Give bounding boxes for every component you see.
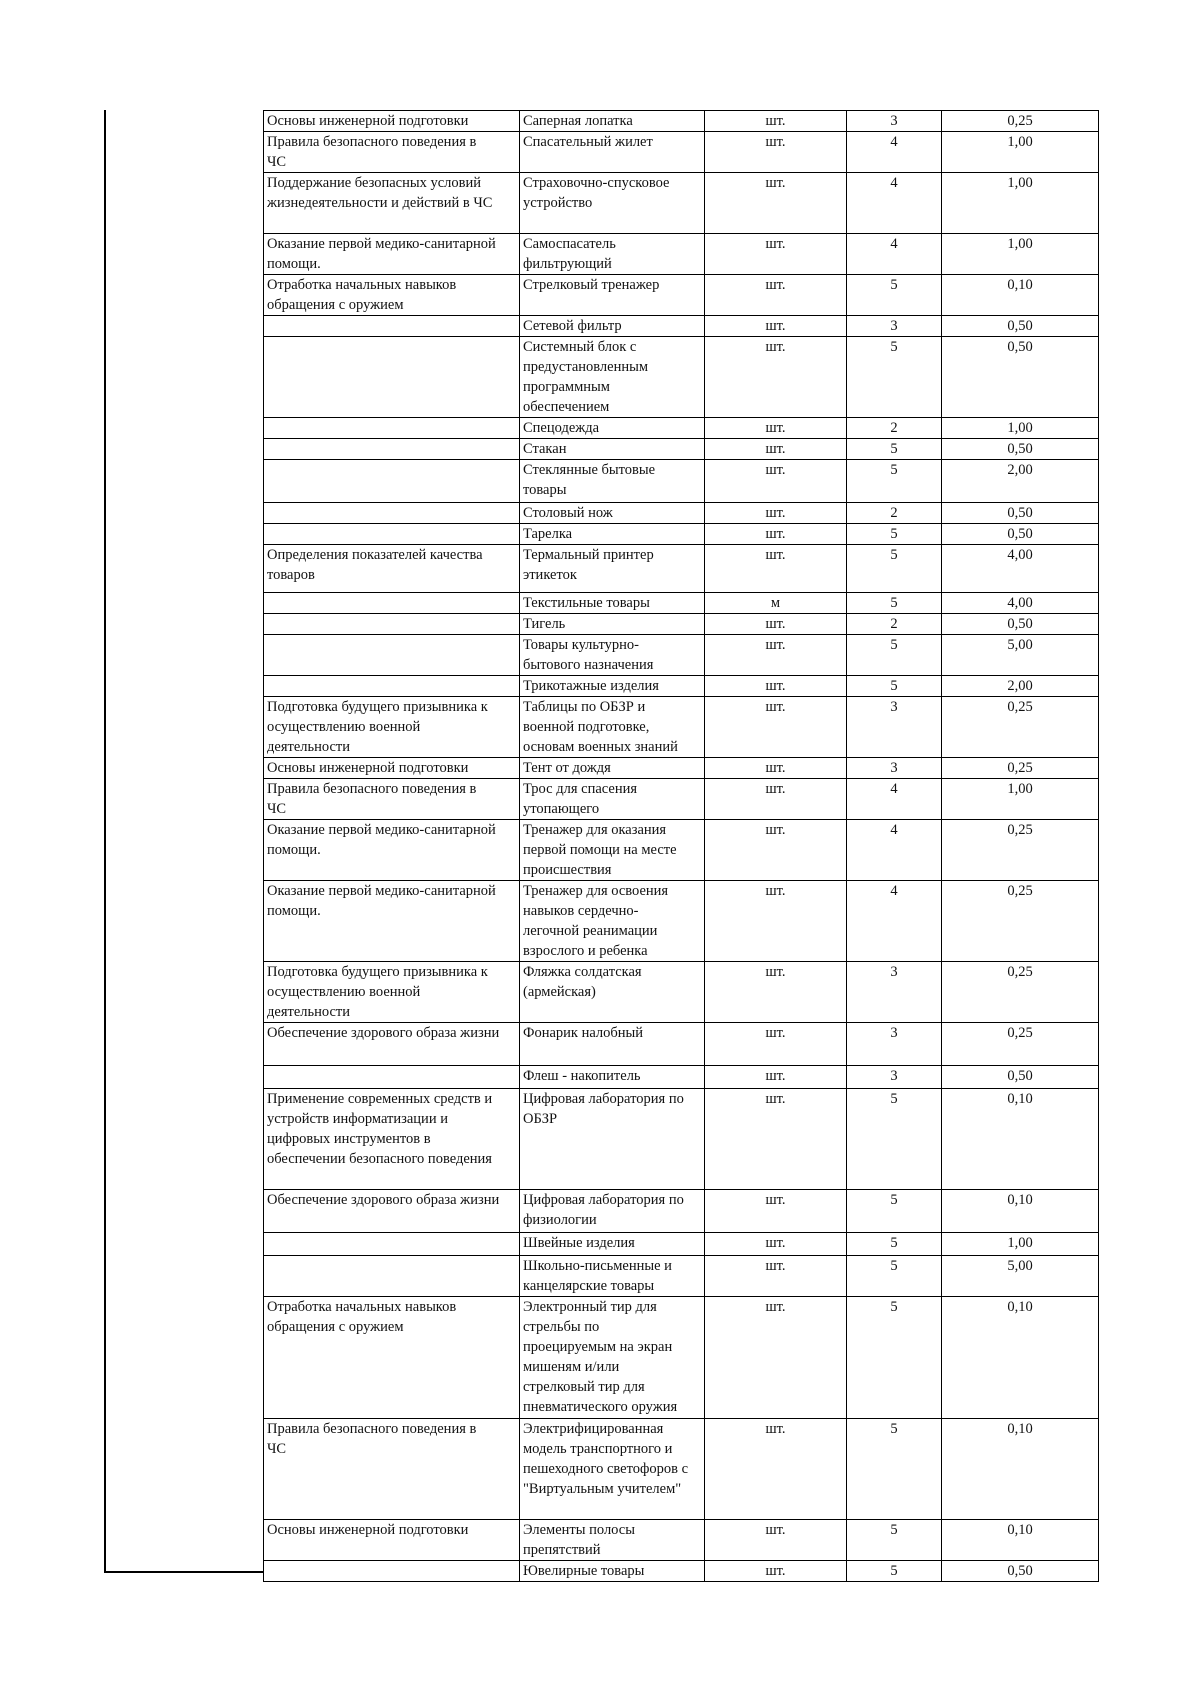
value-cell: 1,00 — [942, 418, 1099, 439]
quantity-cell: 5 — [847, 337, 942, 418]
unit-cell: шт. — [705, 1297, 847, 1419]
topic-line: Оказание первой медико-санитарной — [267, 883, 496, 899]
item-cell — [520, 614, 705, 635]
item-line: пешеходного светофоров с — [523, 1461, 689, 1477]
quantity-cell: 5 — [847, 460, 942, 503]
unit-cell: шт. — [705, 111, 847, 132]
topic-line: обращения с оружием — [267, 1319, 404, 1335]
topic-cell — [264, 676, 520, 697]
topic-line: устройств информатизации и — [267, 1111, 448, 1127]
item-line: Системный блок с — [523, 339, 637, 355]
topic-line: Отработка начальных навыков — [267, 277, 457, 293]
topic-cell — [264, 635, 520, 676]
item-line: Тент от дождя — [523, 760, 611, 776]
table-row — [264, 1023, 1099, 1066]
item-line: Фляжка солдатская — [523, 964, 642, 980]
table-row — [264, 316, 1099, 337]
value-cell: 0,50 — [942, 1561, 1099, 1582]
topic-cell — [264, 1023, 520, 1066]
table-row — [264, 758, 1099, 779]
value-cell: 0,50 — [942, 316, 1099, 337]
topic-line: осуществлению военной — [267, 719, 421, 735]
table-row — [264, 111, 1099, 132]
table-row — [264, 1089, 1099, 1190]
value-cell: 1,00 — [942, 234, 1099, 275]
table-row — [264, 524, 1099, 545]
topic-cell — [264, 524, 520, 545]
item-line: первой помощи на месте — [523, 842, 677, 858]
topic-line: Правила безопасного поведения в — [267, 134, 477, 150]
quantity-cell: 5 — [847, 1520, 942, 1561]
quantity-cell: 4 — [847, 132, 942, 173]
topic-line: деятельности — [267, 739, 351, 755]
item-cell — [520, 524, 705, 545]
unit-cell: шт. — [705, 316, 847, 337]
topic-cell — [264, 545, 520, 593]
quantity-cell: 3 — [847, 1023, 942, 1066]
item-line: Цифровая лаборатория по — [523, 1192, 684, 1208]
item-line: Таблицы по ОБЗР и — [523, 699, 646, 715]
topic-cell — [264, 439, 520, 460]
item-cell — [520, 234, 705, 275]
topic-line: Основы инженерной подготовки — [267, 113, 469, 129]
quantity-cell: 5 — [847, 1233, 942, 1256]
table-row — [264, 1561, 1099, 1582]
unit-cell: шт. — [705, 439, 847, 460]
item-line: Спецодежда — [523, 420, 600, 436]
unit-cell: шт. — [705, 275, 847, 316]
item-line: Трос для спасения — [523, 781, 638, 797]
table-row — [264, 1297, 1099, 1419]
quantity-cell: 2 — [847, 614, 942, 635]
item-cell — [520, 593, 705, 614]
equipment-table — [263, 110, 1099, 1582]
topic-cell — [264, 614, 520, 635]
item-cell — [520, 820, 705, 881]
item-cell — [520, 316, 705, 337]
item-cell — [520, 418, 705, 439]
topic-cell — [264, 1089, 520, 1190]
table-row — [264, 234, 1099, 275]
value-cell: 0,10 — [942, 1297, 1099, 1419]
item-cell — [520, 676, 705, 697]
topic-cell — [264, 1233, 520, 1256]
quantity-cell: 3 — [847, 758, 942, 779]
item-cell — [520, 1256, 705, 1297]
topic-line: обращения с оружием — [267, 297, 404, 313]
topic-cell — [264, 337, 520, 418]
item-cell — [520, 1066, 705, 1089]
item-cell — [520, 545, 705, 593]
item-line: препятствий — [523, 1542, 601, 1558]
quantity-cell: 5 — [847, 593, 942, 614]
item-line: физиологии — [523, 1212, 597, 1228]
item-cell — [520, 275, 705, 316]
topic-line: Основы инженерной подготовки — [267, 1522, 469, 1538]
quantity-cell: 4 — [847, 173, 942, 234]
item-line: Стеклянные бытовые — [523, 462, 656, 478]
quantity-cell: 4 — [847, 820, 942, 881]
quantity-cell: 5 — [847, 439, 942, 460]
topic-cell — [264, 418, 520, 439]
unit-cell: шт. — [705, 1089, 847, 1190]
item-line: Школьно-письменные и — [523, 1258, 672, 1274]
equipment-table-body — [264, 111, 1099, 1582]
value-cell: 5,00 — [942, 1256, 1099, 1297]
item-cell — [520, 779, 705, 820]
value-cell: 0,10 — [942, 1190, 1099, 1233]
unit-cell: шт. — [705, 962, 847, 1023]
item-cell — [520, 881, 705, 962]
table-row — [264, 593, 1099, 614]
item-cell — [520, 173, 705, 234]
item-line: навыков сердечно- — [523, 903, 639, 919]
item-cell — [520, 962, 705, 1023]
item-line: Текстильные товары — [523, 595, 650, 611]
item-line: Элементы полосы — [523, 1522, 635, 1538]
topic-cell — [264, 111, 520, 132]
item-cell — [520, 1297, 705, 1419]
item-line: Электронный тир для — [523, 1299, 657, 1315]
item-line: устройство — [523, 195, 593, 211]
item-line: Цифровая лаборатория по — [523, 1091, 684, 1107]
item-line: Стрелковый тренажер — [523, 277, 660, 293]
item-cell — [520, 132, 705, 173]
topic-cell — [264, 962, 520, 1023]
topic-cell — [264, 779, 520, 820]
quantity-cell: 5 — [847, 676, 942, 697]
topic-line: Обеспечение здорового образа жизни — [267, 1025, 500, 1041]
topic-cell — [264, 881, 520, 962]
item-line: Тарелка — [523, 526, 573, 542]
table-row — [264, 614, 1099, 635]
value-cell: 0,50 — [942, 337, 1099, 418]
unit-cell: шт. — [705, 545, 847, 593]
value-cell: 1,00 — [942, 1233, 1099, 1256]
quantity-cell: 4 — [847, 779, 942, 820]
item-line: военной подготовке, — [523, 719, 650, 735]
unit-cell: м — [705, 593, 847, 614]
item-cell — [520, 1089, 705, 1190]
quantity-cell: 5 — [847, 545, 942, 593]
topic-line: ЧС — [267, 154, 287, 170]
table-row — [264, 1256, 1099, 1297]
item-line: фильтрующий — [523, 256, 612, 272]
unit-cell: шт. — [705, 1561, 847, 1582]
table-row — [264, 697, 1099, 758]
topic-cell — [264, 132, 520, 173]
table-row — [264, 1520, 1099, 1561]
item-line: Электрифицированная — [523, 1421, 664, 1437]
item-line: (армейская) — [523, 984, 596, 1000]
topic-line: помощи. — [267, 842, 321, 858]
topic-cell — [264, 1256, 520, 1297]
unit-cell: шт. — [705, 132, 847, 173]
item-line: Термальный принтер — [523, 547, 654, 563]
table-row — [264, 881, 1099, 962]
table-row — [264, 545, 1099, 593]
table-row — [264, 1066, 1099, 1089]
unit-cell: шт. — [705, 697, 847, 758]
item-line: Швейные изделия — [523, 1235, 635, 1251]
topic-cell — [264, 275, 520, 316]
item-line: программным — [523, 379, 610, 395]
item-line: обеспечением — [523, 399, 610, 415]
quantity-cell: 5 — [847, 1297, 942, 1419]
quantity-cell: 2 — [847, 503, 942, 524]
quantity-cell: 5 — [847, 1089, 942, 1190]
topic-cell — [264, 173, 520, 234]
value-cell: 0,25 — [942, 697, 1099, 758]
topic-line: Обеспечение здорового образа жизни — [267, 1192, 500, 1208]
item-cell — [520, 439, 705, 460]
value-cell: 2,00 — [942, 676, 1099, 697]
value-cell: 1,00 — [942, 173, 1099, 234]
unit-cell: шт. — [705, 418, 847, 439]
unit-cell: шт. — [705, 1066, 847, 1089]
table-row — [264, 439, 1099, 460]
topic-line: Отработка начальных навыков — [267, 1299, 457, 1315]
topic-cell — [264, 234, 520, 275]
topic-cell — [264, 820, 520, 881]
topic-cell — [264, 503, 520, 524]
item-line: проецируемым на экран — [523, 1339, 673, 1355]
item-line: "Виртуальным учителем" — [523, 1481, 682, 1497]
quantity-cell: 4 — [847, 234, 942, 275]
quantity-cell: 3 — [847, 316, 942, 337]
table-row — [264, 460, 1099, 503]
item-cell — [520, 111, 705, 132]
table-row — [264, 1190, 1099, 1233]
table-row — [264, 337, 1099, 418]
value-cell: 0,10 — [942, 1520, 1099, 1561]
table-row — [264, 779, 1099, 820]
quantity-cell: 5 — [847, 524, 942, 545]
topic-cell — [264, 593, 520, 614]
value-cell: 0,50 — [942, 503, 1099, 524]
topic-line: помощи. — [267, 903, 321, 919]
value-cell: 0,50 — [942, 614, 1099, 635]
topic-line: ЧС — [267, 1441, 287, 1457]
value-cell: 0,10 — [942, 1089, 1099, 1190]
table-row — [264, 962, 1099, 1023]
item-cell — [520, 1233, 705, 1256]
item-line: канцелярские товары — [523, 1278, 655, 1294]
item-line: взрослого и ребенка — [523, 943, 648, 959]
quantity-cell: 5 — [847, 1256, 942, 1297]
value-cell: 0,25 — [942, 111, 1099, 132]
unit-cell: шт. — [705, 1190, 847, 1233]
quantity-cell: 5 — [847, 275, 942, 316]
value-cell: 0,50 — [942, 524, 1099, 545]
item-line: происшествия — [523, 862, 612, 878]
topic-line: Оказание первой медико-санитарной — [267, 822, 496, 838]
table-row — [264, 820, 1099, 881]
topic-line: Правила безопасного поведения в — [267, 1421, 477, 1437]
value-cell: 0,25 — [942, 881, 1099, 962]
quantity-cell: 4 — [847, 881, 942, 962]
item-line: товары — [523, 482, 567, 498]
unit-cell: шт. — [705, 173, 847, 234]
topic-line: Подготовка будущего призывника к — [267, 699, 488, 715]
item-line: Сетевой фильтр — [523, 318, 622, 334]
table-row — [264, 676, 1099, 697]
item-cell — [520, 337, 705, 418]
value-cell: 0,50 — [942, 1066, 1099, 1089]
item-line: Трикотажные изделия — [523, 678, 659, 694]
item-line: Самоспасатель — [523, 236, 616, 252]
topic-cell — [264, 697, 520, 758]
quantity-cell: 5 — [847, 1419, 942, 1520]
topic-cell — [264, 316, 520, 337]
item-line: мишеням и/или — [523, 1359, 620, 1375]
item-line: легочной реанимации — [523, 923, 658, 939]
topic-line: осуществлению военной — [267, 984, 421, 1000]
unit-cell: шт. — [705, 635, 847, 676]
topic-line: Поддержание безопасных условий — [267, 175, 482, 191]
left-margin-rule — [104, 110, 106, 1573]
unit-cell: шт. — [705, 881, 847, 962]
topic-cell — [264, 460, 520, 503]
topic-line: помощи. — [267, 256, 321, 272]
value-cell: 1,00 — [942, 779, 1099, 820]
topic-line: обеспечении безопасного поведения — [267, 1151, 492, 1167]
item-line: стрелковый тир для — [523, 1379, 645, 1395]
quantity-cell: 5 — [847, 1190, 942, 1233]
item-cell — [520, 635, 705, 676]
value-cell: 1,00 — [942, 132, 1099, 173]
item-cell — [520, 697, 705, 758]
item-line: утопающего — [523, 801, 600, 817]
value-cell: 5,00 — [942, 635, 1099, 676]
value-cell: 4,00 — [942, 545, 1099, 593]
topic-line: Правила безопасного поведения в — [267, 781, 477, 797]
topic-cell — [264, 758, 520, 779]
item-cell — [520, 1520, 705, 1561]
topic-cell — [264, 1520, 520, 1561]
topic-cell — [264, 1297, 520, 1419]
topic-line: жизнедеятельности и действий в ЧС — [267, 195, 493, 211]
value-cell: 0,10 — [942, 1419, 1099, 1520]
unit-cell: шт. — [705, 503, 847, 524]
item-line: основам военных знаний — [523, 739, 678, 755]
value-cell: 4,00 — [942, 593, 1099, 614]
unit-cell: шт. — [705, 758, 847, 779]
table-row — [264, 173, 1099, 234]
quantity-cell: 3 — [847, 1066, 942, 1089]
quantity-cell: 2 — [847, 418, 942, 439]
item-line: Флеш - накопитель — [523, 1068, 641, 1084]
unit-cell: шт. — [705, 524, 847, 545]
item-cell — [520, 1023, 705, 1066]
quantity-cell: 3 — [847, 111, 942, 132]
item-line: Товары культурно- — [523, 637, 639, 653]
topic-line: Оказание первой медико-санитарной — [267, 236, 496, 252]
quantity-cell: 3 — [847, 697, 942, 758]
item-line: Страховочно-спусковое — [523, 175, 670, 191]
unit-cell: шт. — [705, 234, 847, 275]
item-line: Тигель — [523, 616, 566, 632]
topic-line: Подготовка будущего призывника к — [267, 964, 488, 980]
topic-cell — [264, 1066, 520, 1089]
item-line: Спасательный жилет — [523, 134, 653, 150]
topic-line: Основы инженерной подготовки — [267, 760, 469, 776]
item-line: Столовый нож — [523, 505, 613, 521]
topic-cell — [264, 1561, 520, 1582]
table-row — [264, 635, 1099, 676]
unit-cell: шт. — [705, 1419, 847, 1520]
value-cell: 0,10 — [942, 275, 1099, 316]
item-line: Фонарик налобный — [523, 1025, 644, 1041]
unit-cell: шт. — [705, 460, 847, 503]
item-line: модель транспортного и — [523, 1441, 673, 1457]
quantity-cell: 3 — [847, 962, 942, 1023]
unit-cell: шт. — [705, 779, 847, 820]
unit-cell: шт. — [705, 1520, 847, 1561]
table-row — [264, 1233, 1099, 1256]
topic-line: товаров — [267, 567, 315, 583]
topic-cell — [264, 1419, 520, 1520]
table-row — [264, 1419, 1099, 1520]
item-line: стрельбы по — [523, 1319, 600, 1335]
quantity-cell: 5 — [847, 635, 942, 676]
topic-line: Определения показателей качества — [267, 547, 483, 563]
item-line: ОБЗР — [523, 1111, 558, 1127]
quantity-cell: 5 — [847, 1561, 942, 1582]
item-cell — [520, 1190, 705, 1233]
topic-line: деятельности — [267, 1004, 351, 1020]
unit-cell: шт. — [705, 337, 847, 418]
topic-cell — [264, 1190, 520, 1233]
item-line: этикеток — [523, 567, 577, 583]
value-cell: 0,50 — [942, 439, 1099, 460]
item-line: Тренажер для освоения — [523, 883, 669, 899]
item-cell — [520, 1419, 705, 1520]
item-line: предустановленным — [523, 359, 649, 375]
item-cell — [520, 460, 705, 503]
topic-line: Применение современных средств и — [267, 1091, 493, 1107]
table-row — [264, 418, 1099, 439]
value-cell: 0,25 — [942, 962, 1099, 1023]
value-cell: 2,00 — [942, 460, 1099, 503]
unit-cell: шт. — [705, 676, 847, 697]
topic-line: цифровых инструментов в — [267, 1131, 431, 1147]
item-cell — [520, 758, 705, 779]
topic-line: ЧС — [267, 801, 287, 817]
value-cell: 0,25 — [942, 758, 1099, 779]
item-line: Стакан — [523, 441, 567, 457]
unit-cell: шт. — [705, 614, 847, 635]
table-row — [264, 503, 1099, 524]
item-line: Тренажер для оказания — [523, 822, 667, 838]
table-row — [264, 132, 1099, 173]
item-cell — [520, 1561, 705, 1582]
value-cell: 0,25 — [942, 820, 1099, 881]
bottom-frame-rule — [104, 1571, 264, 1573]
unit-cell: шт. — [705, 1023, 847, 1066]
table-row — [264, 275, 1099, 316]
unit-cell: шт. — [705, 820, 847, 881]
unit-cell: шт. — [705, 1233, 847, 1256]
item-line: Ювелирные товары — [523, 1563, 645, 1579]
item-line: бытового назначения — [523, 657, 654, 673]
item-cell — [520, 503, 705, 524]
item-line: Саперная лопатка — [523, 113, 633, 129]
value-cell: 0,25 — [942, 1023, 1099, 1066]
unit-cell: шт. — [705, 1256, 847, 1297]
item-line: пневматического оружия — [523, 1399, 678, 1415]
